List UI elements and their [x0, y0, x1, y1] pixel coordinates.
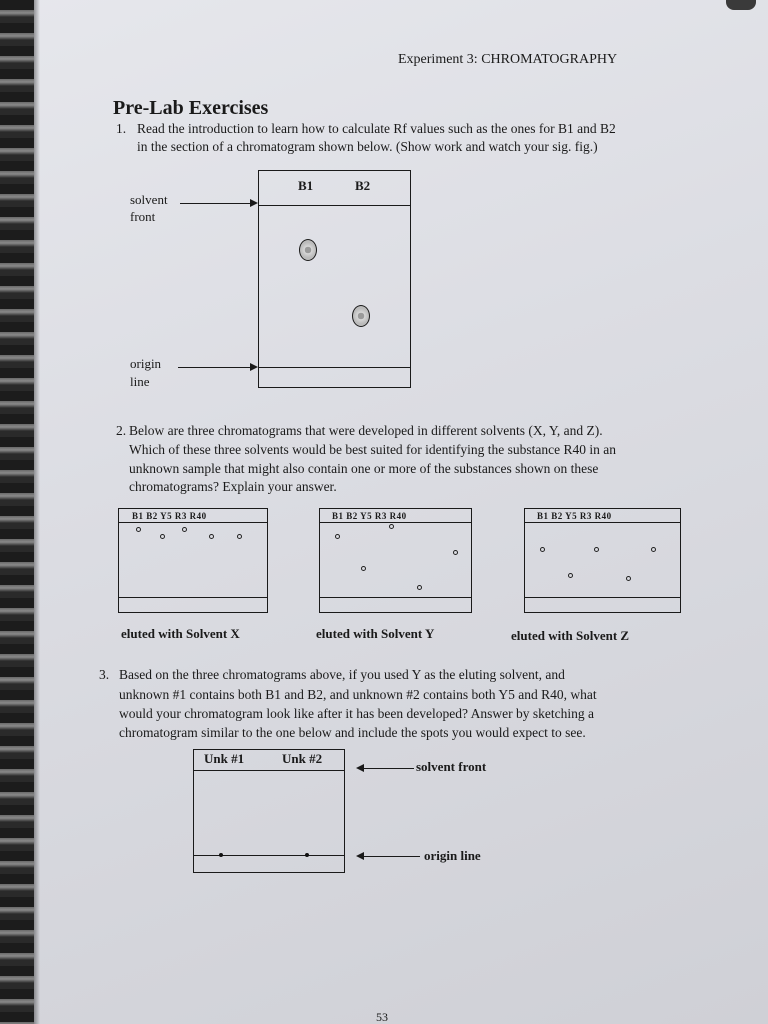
chromatogram-y-header: B1 B2 Y5 R3 R40 — [332, 511, 407, 521]
q1-origin-arrow-icon — [250, 363, 258, 371]
q3-line-2: unknown #1 contains both B1 and B2, and unknown #2 contains both Y5 and R40, what — [119, 687, 597, 702]
q3-origin-line — [193, 855, 345, 856]
chromatogram-x-origin-line — [118, 597, 268, 598]
q3-line-4: chromatogram similar to the one below and include the spots you would expect to see. — [119, 725, 586, 740]
chromatogram-y-caption: eluted with Solvent Y — [316, 626, 435, 641]
page-number: 53 — [376, 1010, 388, 1024]
chromatogram-y-spot-y5 — [389, 524, 394, 529]
q1-origin-line — [258, 367, 411, 368]
chromatogram-z-origin-line — [524, 597, 681, 598]
chromatogram-x-caption: eluted with Solvent X — [121, 626, 240, 641]
q2-line-1: Below are three chromatograms that were developed in different solvents (X, Y, and Z). — [129, 423, 603, 438]
q3-solvent-front-label: solvent front — [416, 759, 487, 774]
q1-spot-b1 — [299, 239, 317, 261]
chromatogram-x-spot-b1 — [136, 527, 141, 532]
q1-col-b1: B1 — [298, 178, 314, 193]
q1-number: 1. — [116, 121, 127, 136]
q3-origin-spot-unk2 — [305, 853, 309, 857]
chromatogram-z-spot-y5 — [594, 547, 599, 552]
q1-solvent-arrow-line — [180, 203, 252, 204]
q1-origin-label-1: origin — [130, 356, 162, 371]
q3-origin-line-label: origin line — [424, 848, 481, 863]
q3-solvent-arrow-line — [362, 768, 414, 769]
chromatogram-z-spot-b2 — [568, 573, 573, 578]
q3-solvent-front-line — [193, 770, 345, 771]
q3-line-1: Based on the three chromatograms above, if you used Y as the eluting solvent, and — [119, 667, 565, 682]
chromatogram-x-spot-y5 — [182, 527, 187, 532]
q1-solvent-arrow-icon — [250, 199, 258, 207]
q1-spot-b2 — [352, 305, 370, 327]
q2-line-2: Which of these three solvents would be best suited for identifying the substance R40 in an — [129, 442, 617, 457]
q1-line-2: in the section of a chromatogram shown below. (Show work and watch your sig. fig.) — [137, 139, 598, 154]
q1-col-b2: B2 — [355, 178, 371, 193]
chromatogram-y-spot-r40 — [453, 550, 458, 555]
chromatogram-x-spot-r3 — [209, 534, 214, 539]
chromatogram-y-front-line — [319, 522, 472, 523]
q2-line-3: unknown sample that might also contain one or more of the substances shown on these — [129, 461, 599, 476]
page-header: Experiment 3: CHROMATOGRAPHY — [398, 52, 618, 67]
q1-chromatogram-frame — [258, 170, 411, 388]
q1-solvent-front-line — [258, 205, 411, 206]
chromatogram-y-spot-b1 — [335, 534, 340, 539]
chromatogram-x-front-line — [118, 522, 268, 523]
q2-number: 2. — [116, 423, 127, 438]
q3-origin-spot-unk1 — [219, 853, 223, 857]
chromatogram-z-header: B1 B2 Y5 R3 R40 — [537, 511, 612, 521]
q3-origin-arrow-line — [362, 856, 420, 857]
q1-solvent-label-1: solvent — [130, 192, 168, 207]
q1-line-1: Read the introduction to learn how to calculate Rf values such as the ones for B1 and B2 — [137, 121, 616, 136]
chromatogram-y-origin-line — [319, 597, 472, 598]
q2-line-4: chromatograms? Explain your answer. — [129, 479, 337, 494]
q1-origin-label-2: line — [130, 374, 150, 389]
chromatogram-z-spot-r3 — [626, 576, 631, 581]
q3-unk2-label: Unk #2 — [282, 751, 323, 766]
chromatogram-z-caption: eluted with Solvent Z — [511, 628, 630, 643]
spiral-binding — [0, 0, 34, 1024]
q3-unk1-label: Unk #1 — [204, 751, 245, 766]
chromatogram-x-spot-r40 — [237, 534, 242, 539]
chromatogram-x-spot-b2 — [160, 534, 165, 539]
chromatogram-z-spot-r40 — [651, 547, 656, 552]
q3-number: 3. — [99, 667, 110, 682]
chromatogram-x-header: B1 B2 Y5 R3 R40 — [132, 511, 207, 521]
q1-solvent-label-2: front — [130, 209, 156, 224]
q1-origin-arrow-line — [178, 367, 252, 368]
chromatogram-y-spot-r3 — [417, 585, 422, 590]
page-corner — [726, 0, 756, 10]
chromatogram-z-front-line — [524, 522, 681, 523]
section-title: Pre-Lab Exercises — [113, 97, 269, 119]
q3-line-3: would your chromatogram look like after it has been developed? Answer by sketching a — [119, 706, 594, 721]
chromatogram-z-spot-b1 — [540, 547, 545, 552]
chromatogram-y-spot-b2 — [361, 566, 366, 571]
